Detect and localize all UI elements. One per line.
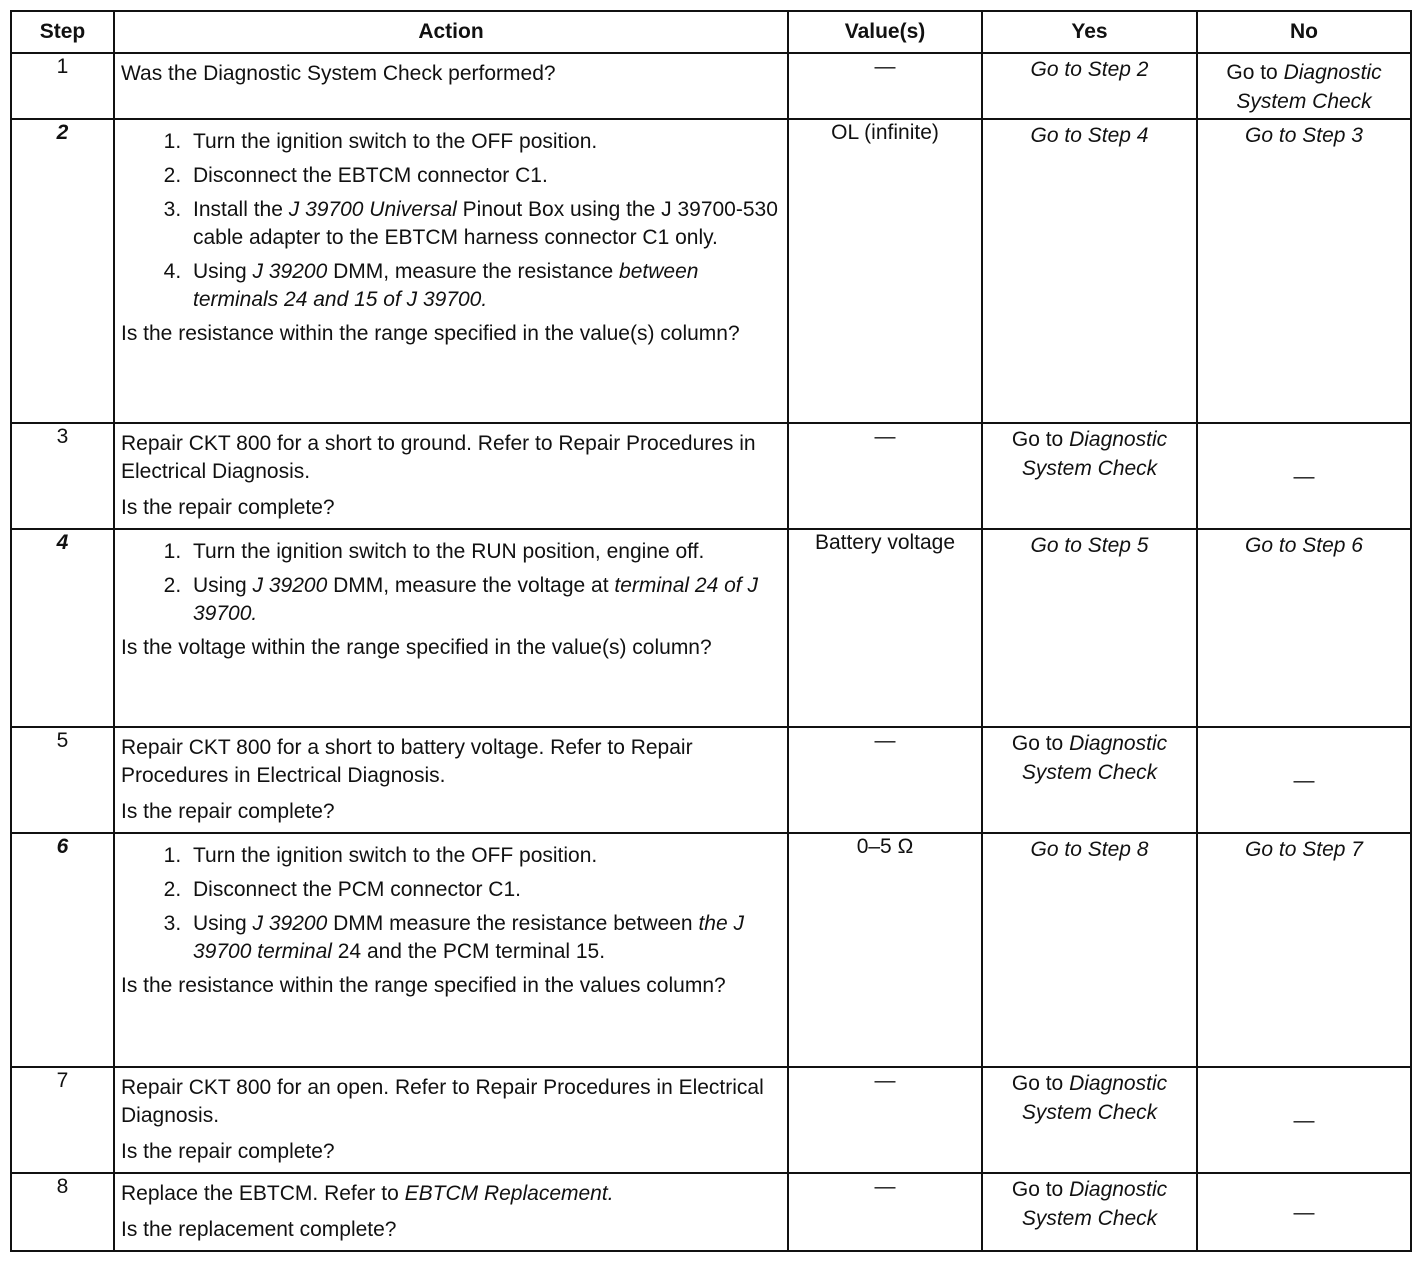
header-no: No [1197, 11, 1411, 53]
header-row [11, 11, 1411, 53]
yes-text: Go to Diagnostic System Check [1011, 428, 1168, 480]
table-row [11, 1067, 1411, 1173]
action-text: Repair CKT 800 for an open. Refer to Repair Procedures in Electrical Diagnosis. [121, 1076, 764, 1127]
list-item: 4. Using J 39200 DMM, measure the resistance between terminals 24 and 15 of J 39700. [187, 258, 781, 314]
yes-cell [982, 529, 1197, 727]
value-cell: — [788, 727, 982, 833]
table-row [11, 833, 1411, 1067]
yes-text: Go to Diagnostic System Check [1011, 1178, 1168, 1230]
action-cell [114, 1067, 788, 1173]
table-row [11, 1173, 1411, 1251]
step-number: 2 [11, 119, 114, 423]
list-item: 2. Using J 39200 DMM, measure the voltage at terminal 24 of J 39700. [187, 572, 781, 628]
step-number: 3 [11, 423, 114, 529]
action-question: Is the repair complete? [121, 800, 335, 823]
list-item: 2. Disconnect the PCM connector C1. [187, 876, 781, 904]
no-cell [1197, 529, 1411, 727]
action-question: Is the voltage within the range specified in the value(s) column? [121, 636, 712, 659]
no-cell [1197, 119, 1411, 423]
yes-text: Go to Step 4 [1030, 124, 1149, 147]
list-item: 1. Turn the ignition switch to the OFF position. [187, 842, 781, 870]
table-row [11, 727, 1411, 833]
value-cell: — [788, 53, 982, 119]
value-cell: — [788, 423, 982, 529]
list-item: 1. Turn the ignition switch to the OFF position. [187, 128, 781, 156]
action-steps [121, 128, 781, 314]
header-values: Value(s) [788, 11, 982, 53]
yes-text: Go to Step 2 [1030, 58, 1149, 81]
no-text: Go to Diagnostic System Check [1226, 60, 1382, 113]
yes-text: Go to Step 5 [1030, 534, 1149, 557]
step-number: 8 [11, 1173, 114, 1251]
action-text: Repair CKT 800 for a short to battery voltage. Refer to Repair Procedures in Electrical Diagnosis. [121, 736, 693, 787]
action-text: Repair CKT 800 for a short to ground. Refer to Repair Procedures in Electrical Diagnosis. [121, 432, 756, 483]
no-text: Go to Step 7 [1245, 838, 1363, 861]
header-yes: Yes [982, 11, 1197, 53]
no-cell [1197, 53, 1411, 119]
table-row [11, 53, 1411, 119]
action-question: Is the resistance within the range specified in the values column? [121, 974, 726, 997]
table-row [11, 423, 1411, 529]
list-item: 3. Using J 39200 DMM measure the resistance between the J 39700 terminal 24 and the PCM terminal 15. [187, 910, 781, 966]
step-number: 6 [11, 833, 114, 1067]
step-number: 1 [11, 53, 114, 119]
action-question: Is the repair complete? [121, 1140, 335, 1163]
yes-text: Go to Diagnostic System Check [1011, 1072, 1168, 1124]
header-step: Step [11, 11, 114, 53]
value-cell: OL (infinite) [788, 119, 982, 423]
action-question: Is the replacement complete? [121, 1218, 397, 1241]
value-cell: 0–5 Ω [788, 833, 982, 1067]
value-cell: — [788, 1067, 982, 1173]
no-cell: — [1197, 1173, 1411, 1251]
value-cell: — [788, 1173, 982, 1251]
yes-text: Go to Diagnostic System Check [1011, 732, 1168, 784]
table-row [11, 529, 1411, 727]
yes-cell [982, 727, 1197, 833]
action-steps [121, 538, 781, 628]
action-cell [114, 1173, 788, 1251]
diagnostic-table [10, 10, 1412, 1252]
step-number: 7 [11, 1067, 114, 1173]
no-cell [1197, 833, 1411, 1067]
no-text: Go to Step 3 [1245, 124, 1363, 147]
yes-cell [982, 833, 1197, 1067]
action-question: Is the resistance within the range specified in the value(s) column? [121, 322, 740, 345]
action-cell [114, 833, 788, 1067]
action-question: Is the repair complete? [121, 496, 335, 519]
list-item: 2. Disconnect the EBTCM connector C1. [187, 162, 781, 190]
header-action: Action [114, 11, 788, 53]
no-cell: — [1197, 727, 1411, 833]
value-cell: Battery voltage [788, 529, 982, 727]
action-cell [114, 727, 788, 833]
yes-text: Go to Step 8 [1030, 838, 1149, 861]
list-item: 1. Turn the ignition switch to the RUN position, engine off. [187, 538, 781, 566]
action-question: Was the Diagnostic System Check performed? [121, 62, 556, 85]
action-cell [114, 423, 788, 529]
yes-cell [982, 1067, 1197, 1173]
table-row [11, 119, 1411, 423]
action-cell [114, 529, 788, 727]
step-number: 5 [11, 727, 114, 833]
no-cell: — [1197, 1067, 1411, 1173]
step-number: 4 [11, 529, 114, 727]
no-cell: — [1197, 423, 1411, 529]
action-steps [121, 842, 781, 966]
yes-cell [982, 1173, 1197, 1251]
action-text: Replace the EBTCM. Refer to EBTCM Replacement. [121, 1182, 614, 1205]
action-cell [114, 119, 788, 423]
no-text: Go to Step 6 [1245, 534, 1363, 557]
list-item: 3. Install the J 39700 Universal Pinout Box using the J 39700-530 cable adapter to the EBTCM harness connector C1 only. [187, 196, 781, 252]
action-cell [114, 53, 788, 119]
yes-cell [982, 53, 1197, 119]
yes-cell [982, 119, 1197, 423]
yes-cell [982, 423, 1197, 529]
